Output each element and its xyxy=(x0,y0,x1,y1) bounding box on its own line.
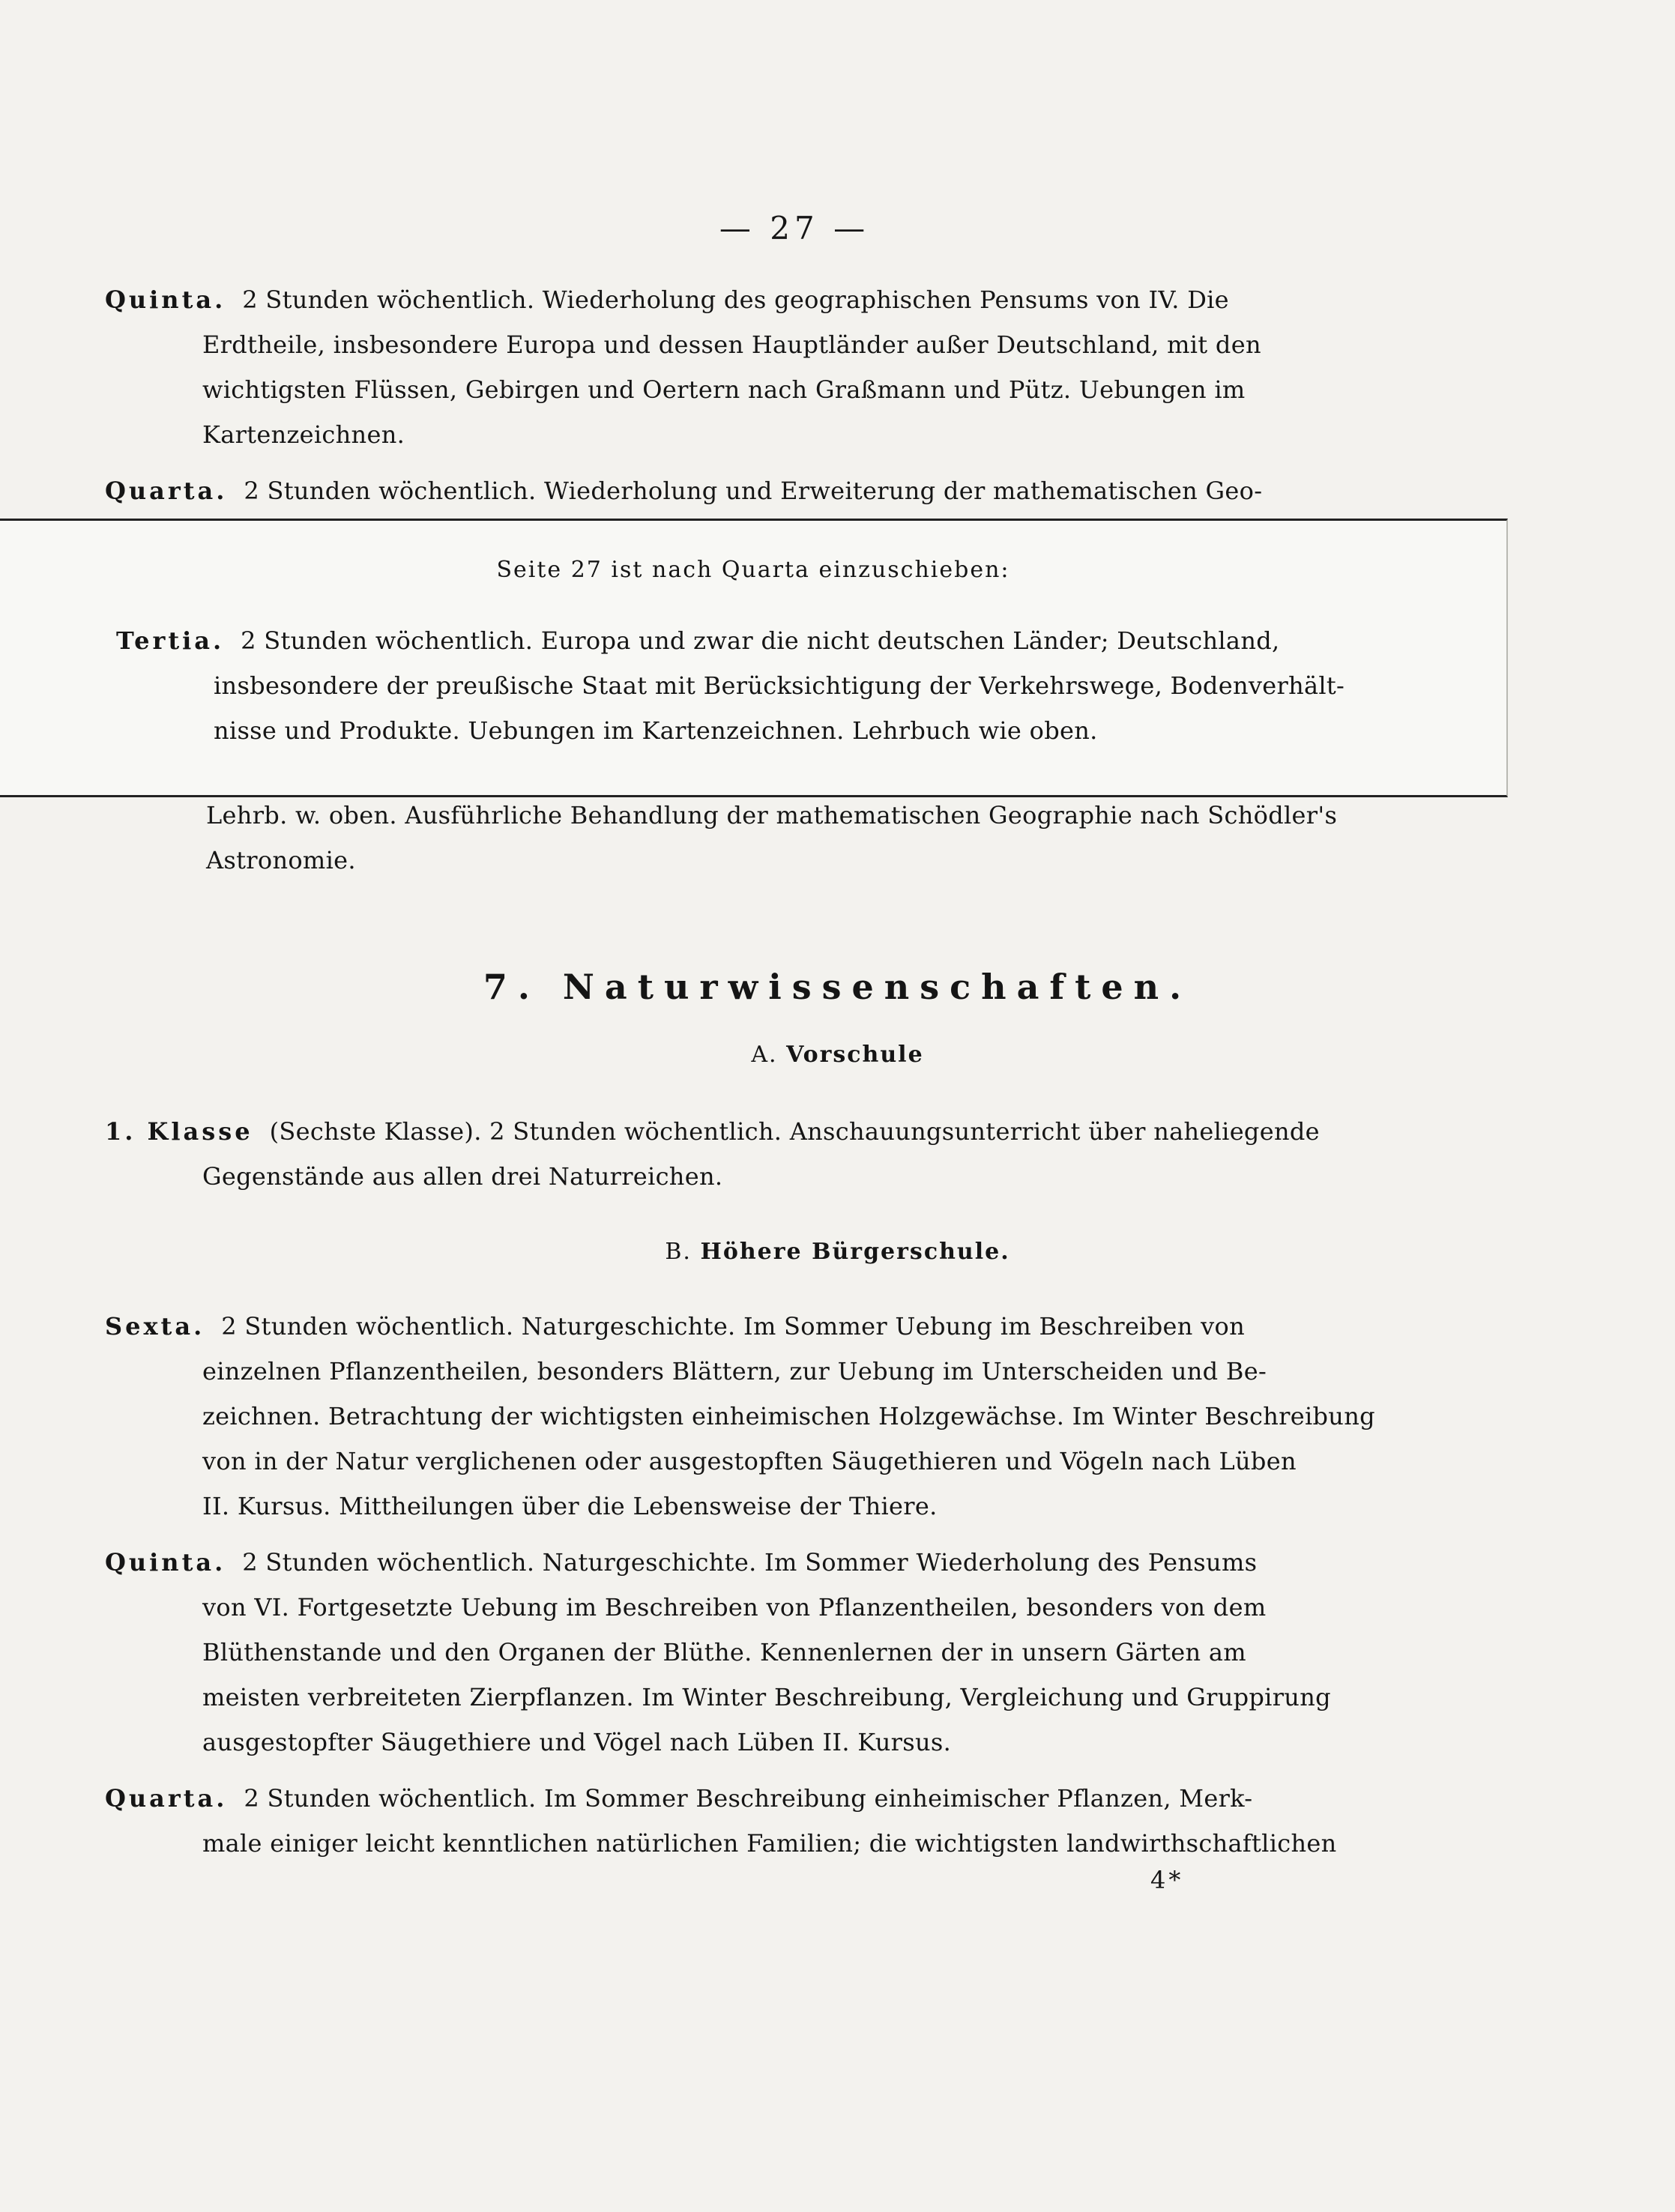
text-line: 2 Stunden wöchentlich. Naturgeschichte. Im Sommer Wiederholung des Pensums xyxy=(242,1548,1258,1577)
text-line: von VI. Fortgesetzte Uebung im Beschreiben von Pflanzentheilen, besonders von dem xyxy=(202,1593,1267,1622)
text-line: ausgestopfter Säugethiere und Vögel nach Lüben II. Kursus. xyxy=(202,1728,952,1756)
text-line: male einiger leicht kenntlichen natürlichen Familien; die wichtigsten landwirthschaftlichen xyxy=(202,1829,1337,1858)
paragraph-quarta-naturgeschichte xyxy=(105,1776,1349,1866)
paragraph-lead: Quinta. xyxy=(105,285,226,314)
text-line: 2 Stunden wöchentlich. Naturgeschichte. Im Sommer Uebung im Beschreiben von xyxy=(221,1312,1245,1341)
text-line: zeichnen. Betrachtung der wichtigsten einheimischen Holzgewächse. Im Winter Beschreibung xyxy=(202,1402,1375,1430)
subsection-heading-buergerschule xyxy=(0,1239,1675,1265)
text-line: 2 Stunden wöchentlich. Europa und zwar die nicht deutschen Länder; Deutschland, xyxy=(241,626,1280,655)
subsection-prefix: B. xyxy=(665,1239,692,1265)
subsection-label: Höhere Bürgerschule. xyxy=(700,1239,1010,1265)
text-line: meisten verbreiteten Zierpflanzen. Im Winter Beschreibung, Vergleichung und Gruppirung xyxy=(202,1683,1331,1711)
text-line: Kartenzeichnen. xyxy=(202,420,405,449)
text-line: insbesondere der preußische Staat mit Berücksichtigung der Verkehrswege, Bodenverhält- xyxy=(214,671,1345,700)
text-line: 2 Stunden wöchentlich. Im Sommer Beschreibung einheimischer Pflanzen, Merk- xyxy=(244,1784,1253,1813)
text-line: Lehrb. w. oben. Ausführliche Behandlung der mathematischen Geographie nach Schödler's xyxy=(206,801,1338,830)
text-line: Gegenstände aus allen drei Naturreichen. xyxy=(202,1162,723,1191)
paragraph-lead: Quarta. xyxy=(105,1784,228,1813)
page-number: — 27 — xyxy=(719,210,870,247)
text-line: 2 Stunden wöchentlich. Wiederholung des geographischen Pensums von IV. Die xyxy=(242,285,1229,314)
paragraph-sexta xyxy=(105,1304,1375,1529)
paragraph-lead: Tertia. xyxy=(116,626,225,655)
text-line: nisse und Produkte. Uebungen im Kartenzeichnen. Lehrbuch wie oben. xyxy=(214,716,1098,745)
paragraph-quinta-naturgeschichte xyxy=(105,1540,1349,1765)
paragraph-lead: Sexta. xyxy=(105,1312,205,1341)
paragraph-continuation xyxy=(206,793,1360,883)
text-line: einzelnen Pflanzentheilen, besonders Blättern, zur Uebung im Unterscheiden und Be- xyxy=(202,1357,1267,1385)
paragraph-tertia-geography xyxy=(116,618,1375,753)
subsection-prefix: A. xyxy=(751,1042,778,1068)
text-line: Astronomie. xyxy=(206,846,356,874)
section-title: 7. Naturwissenschaften. xyxy=(483,967,1192,1007)
paragraph-lead: Quarta. xyxy=(105,477,228,505)
text-line: II. Kursus. Mittheilungen über die Lebensweise der Thiere. xyxy=(202,1492,938,1520)
subsection-label: Vorschule xyxy=(786,1042,924,1068)
text-line: von in der Natur verglichenen oder ausgestopften Säugethieren und Vögeln nach Lüben xyxy=(202,1447,1297,1475)
paragraph-quinta-geography xyxy=(105,277,1349,457)
paragraph-lead: 1. Klasse xyxy=(105,1117,253,1146)
text-line: wichtigsten Flüssen, Gebirgen und Oertern nach Graßmann und Pütz. Uebungen im xyxy=(202,375,1246,404)
subsection-heading-vorschule xyxy=(0,1042,1675,1068)
paragraph-quarta-geography xyxy=(105,468,1349,513)
text-line: 2 Stunden wöchentlich. Wiederholung und Erweiterung der mathematischen Geo- xyxy=(244,477,1263,505)
text-line: Blüthenstande und den Organen der Blüthe. Kennenlernen der in unsern Gärten am xyxy=(202,1638,1246,1666)
paragraph-klasse-1 xyxy=(105,1109,1349,1199)
signature-mark: 4* xyxy=(1150,1866,1184,1894)
text-line: Erdtheile, insbesondere Europa und dessen Hauptländer außer Deutschland, mit den xyxy=(202,330,1261,359)
text-line: (Sechste Klasse). 2 Stunden wöchentlich. Anschauungsunterricht über naheliegende xyxy=(269,1117,1320,1146)
paragraph-lead: Quinta. xyxy=(105,1548,226,1577)
insert-note: Seite 27 ist nach Quarta einzuschieben: xyxy=(496,557,1010,583)
inserted-correction-slip xyxy=(0,519,1508,797)
